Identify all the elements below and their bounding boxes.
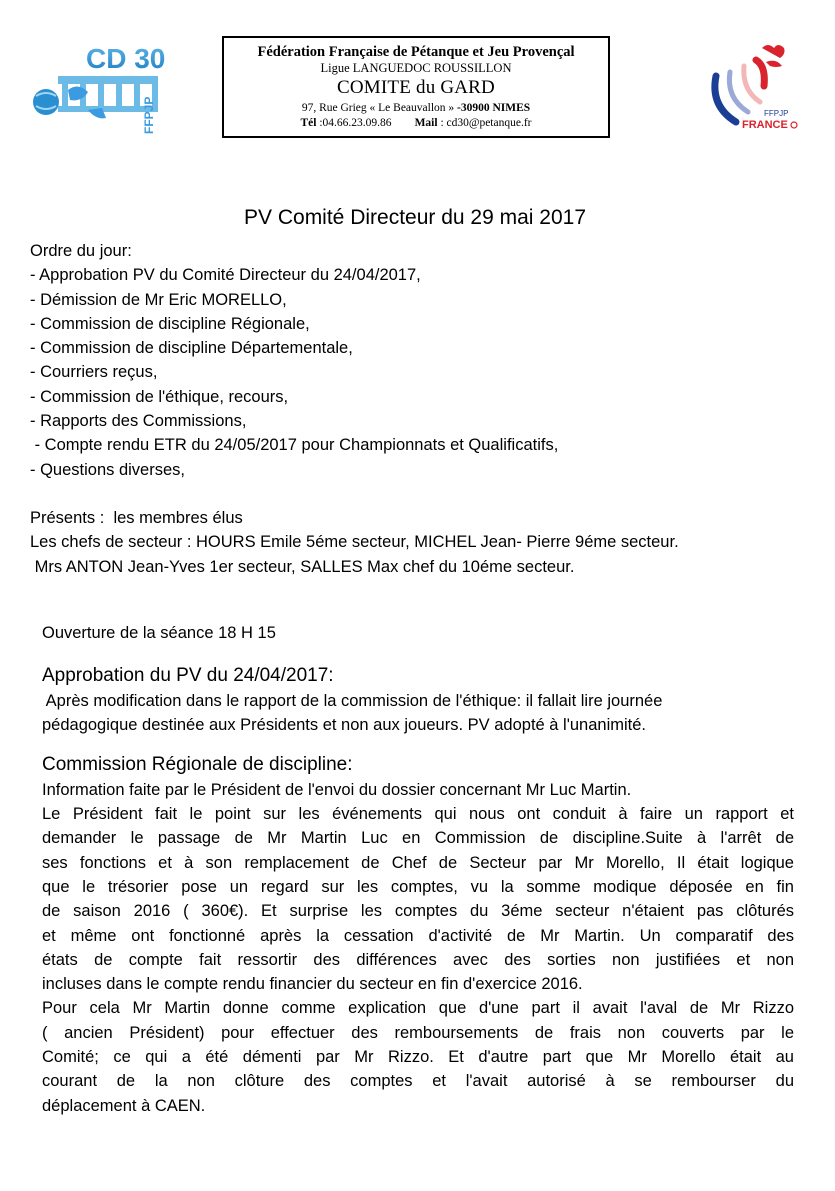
logo-left-text: CD 30	[86, 43, 166, 74]
paragraph-line: Comité; ce qui a été démenti par Mr Rizzo. Et d'autre part que Mr Morello était au	[42, 1048, 794, 1067]
logo-right-small: FFPJP	[764, 109, 789, 118]
logo-right-big: FRANCE	[742, 119, 788, 131]
agenda-list	[30, 263, 800, 482]
section-title: Approbation du PV du 24/04/2017:	[42, 665, 334, 687]
section-title: Commission Régionale de discipline:	[42, 753, 353, 775]
paragraph-line: ( ancien Président) pour effectuer des remboursements de frais non couverts par le	[42, 1023, 794, 1042]
address-street: 97, Rue Grieg « Le Beauvallon »	[301, 102, 458, 114]
document-body	[30, 205, 800, 1118]
mail-label: Mail	[414, 117, 438, 129]
paragraph-line: incluses dans le compte rendu financier du secteur en fin d'exercice 2016.	[42, 975, 583, 994]
paragraph-line: Le Président fait le point sur les événements qui nous ont conduit à faire un rapport et	[42, 805, 794, 824]
logo-left-sub: FFPJP	[142, 96, 156, 134]
federation-name: Fédération Française de Pétanque et Jeu Provençal	[257, 44, 575, 60]
comite-name: COMITE du GARD	[337, 77, 495, 98]
paragraph-line: Pour cela Mr Martin donne comme explication que d'une part il avait l'aval de Mr Rizzo	[42, 999, 794, 1018]
agenda-item: - Rapports des Commissions,	[30, 412, 247, 431]
paragraph-line: Après modification dans le rapport de la commission de l'éthique: il fallait lire journée	[42, 692, 663, 711]
paragraph-line: et même ont fonctionné après la cessation d'activité de Mr Martin. Un comparatif des	[42, 926, 794, 945]
agenda-item: - Courriers reçus,	[30, 363, 158, 382]
paragraph-line: pédagogique destinée aux Présidents et non aux joueurs. PV adopté à l'unanimité.	[42, 716, 646, 735]
ffpjp-france-logo	[696, 36, 806, 136]
paragraph-line: déplacement à CAEN.	[42, 1096, 206, 1115]
contact-line	[224, 116, 608, 131]
paragraph-line: états de compte fait ressortir des différences avec des sorties non justifiées et non	[42, 950, 794, 969]
paragraph-line: que le trésorier pose un regard sur les comptes, vu la somme modique déposée en fin	[42, 877, 794, 896]
agenda-item: - Commission de discipline Départementale,	[30, 339, 353, 358]
agenda-item: - Questions diverses,	[30, 460, 185, 479]
paragraph-line: ses fonctions et à son remplacement de Chef de Secteur par Mr Morello, Il était logique	[42, 853, 794, 872]
attendees	[30, 506, 800, 579]
section1-body	[30, 689, 800, 738]
paragraph-line: demander le passage de Mr Martin Luc en Commission de discipline.Suite à l'arrêt de	[42, 829, 794, 848]
mail-value: : cd30@petanque.fr	[437, 117, 532, 129]
section2-body	[30, 778, 794, 1118]
paragraph-line: courant de la non clôture des comptes et l'avait autorisé à se rembourser du	[42, 1072, 794, 1091]
agenda-item: - Compte rendu ETR du 24/05/2017 pour Championnats et Qualificatifs,	[30, 436, 559, 455]
paragraph-line: Information faite par le Président de l'envoi du dossier concernant Mr Luc Martin.	[42, 780, 632, 799]
attendees-line: Mrs ANTON Jean-Yves 1er secteur, SALLES Max chef du 10éme secteur.	[30, 557, 575, 576]
letterhead-box	[222, 36, 610, 138]
agenda-item: - Approbation PV du Comité Directeur du 24/04/2017,	[30, 266, 421, 285]
ligue-name: Ligue LANGUEDOC ROUSSILLON	[320, 61, 512, 75]
document-title: PV Comité Directeur du 29 mai 2017	[244, 206, 586, 229]
attendees-line: Présents : les membres élus	[30, 508, 243, 527]
address	[224, 100, 608, 116]
address-city: -30900 NIMES	[457, 102, 531, 114]
agenda-heading: Ordre du jour:	[30, 242, 132, 260]
tel-value: :04.66.23.09.86	[316, 117, 392, 129]
agenda-item: - Démission de Mr Eric MORELLO,	[30, 290, 287, 309]
session-opening: Ouverture de la séance 18 H 15	[42, 623, 276, 642]
paragraph-line: de saison 2016 ( 360€). Et surprise les comptes du 3éme secteur n'étaient pas clôturés	[42, 902, 794, 921]
agenda-item: - Commission de l'éthique, recours,	[30, 387, 289, 406]
agenda-item: - Commission de discipline Régionale,	[30, 314, 310, 333]
cd30-logo	[28, 40, 178, 140]
tel-label: Tél	[300, 117, 317, 129]
attendees-line: Les chefs de secteur : HOURS Emile 5éme secteur, MICHEL Jean- Pierre 9éme secteur.	[30, 533, 679, 552]
